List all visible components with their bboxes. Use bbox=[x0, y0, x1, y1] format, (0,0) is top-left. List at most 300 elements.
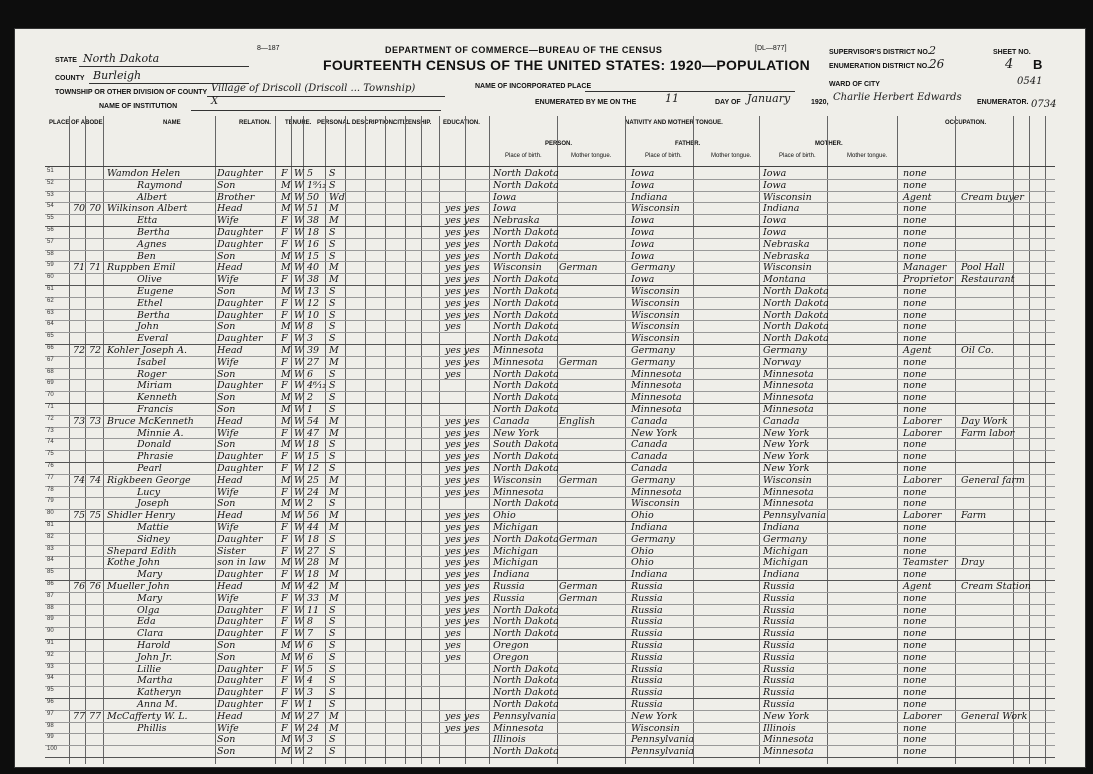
sex: M bbox=[281, 710, 291, 722]
row-number: 91 bbox=[47, 640, 54, 646]
birthplace-mother: Russia bbox=[763, 687, 795, 699]
birthplace-father: Russia bbox=[631, 687, 663, 699]
county-label: COUNTY bbox=[55, 75, 85, 82]
sex: F bbox=[281, 687, 288, 699]
person-name: Eda bbox=[137, 616, 156, 628]
row-number: 70 bbox=[47, 392, 54, 399]
occupation: Manager bbox=[903, 262, 947, 274]
birthplace-person: Illinois bbox=[493, 734, 526, 746]
sex: F bbox=[281, 427, 288, 439]
education: yes yes bbox=[445, 604, 480, 616]
marital-status: S bbox=[329, 333, 336, 345]
race: W bbox=[294, 286, 304, 297]
age: 6 bbox=[307, 651, 314, 663]
birthplace-father: Minnesota bbox=[631, 404, 682, 415]
education: yes yes bbox=[445, 297, 480, 309]
mother-tongue-person: German bbox=[559, 474, 598, 486]
education: yes bbox=[445, 321, 461, 333]
row-number: 89 bbox=[47, 616, 54, 623]
census-sheet bbox=[14, 28, 1086, 768]
relation: Daughter bbox=[217, 309, 263, 321]
age: 18 bbox=[307, 533, 320, 545]
occupation: none bbox=[903, 663, 927, 675]
race: W bbox=[294, 227, 304, 238]
age: 10 bbox=[307, 309, 320, 321]
birthplace-father: Russia bbox=[631, 651, 663, 663]
birthplace-father: Minnesota bbox=[631, 368, 682, 380]
occupation: none bbox=[903, 640, 927, 651]
row-number: 95 bbox=[47, 687, 54, 694]
relation: Daughter bbox=[217, 297, 263, 309]
birthplace-mother: Iowa bbox=[763, 179, 787, 191]
sex: F bbox=[281, 699, 288, 710]
relation: Head bbox=[217, 581, 243, 592]
race: W bbox=[294, 463, 304, 474]
person-name: Olive bbox=[137, 274, 162, 286]
family-number: 75 bbox=[89, 510, 102, 522]
department-heading: DEPARTMENT OF COMMERCE—BUREAU OF THE CENSUS bbox=[385, 45, 663, 55]
occupation: none bbox=[903, 451, 927, 463]
education: yes yes bbox=[445, 427, 480, 439]
industry: Farm bbox=[961, 510, 987, 522]
birthplace-person: Russia bbox=[493, 581, 525, 592]
relation: Son bbox=[217, 392, 236, 404]
age: 3 bbox=[307, 333, 314, 345]
birthplace-father: Russia bbox=[631, 699, 663, 710]
occupation: none bbox=[903, 486, 927, 498]
marital-status: S bbox=[329, 238, 336, 250]
race: W bbox=[294, 415, 304, 427]
age: 50 bbox=[307, 191, 320, 203]
race: W bbox=[294, 404, 304, 415]
marital-status: M bbox=[329, 274, 339, 286]
group-education: EDUCATION. bbox=[443, 120, 480, 126]
row-number: 77 bbox=[47, 474, 54, 481]
birthplace-mother: New York bbox=[763, 451, 810, 463]
marital-status: S bbox=[329, 227, 336, 238]
sex: F bbox=[281, 722, 288, 734]
race: W bbox=[294, 215, 304, 227]
person-name: Pearl bbox=[137, 463, 162, 474]
row-number: 61 bbox=[47, 286, 54, 292]
sex: F bbox=[281, 297, 288, 309]
relation: Son bbox=[217, 404, 236, 415]
row-number: 71 bbox=[47, 404, 54, 410]
marital-status: S bbox=[329, 439, 336, 451]
relation: Daughter bbox=[217, 569, 263, 581]
birthplace-person: North Dakota bbox=[493, 392, 559, 404]
birthplace-mother: Minnesota bbox=[763, 380, 814, 392]
marital-status: M bbox=[329, 710, 339, 722]
grid-column-line bbox=[275, 116, 276, 764]
row-number: 67 bbox=[47, 356, 54, 363]
row-number: 87 bbox=[47, 592, 54, 599]
sex: M bbox=[281, 286, 291, 297]
marital-status: S bbox=[329, 368, 336, 380]
enumerator-name: Charlie Herbert Edwards bbox=[833, 92, 962, 103]
person-name: John Jr. bbox=[137, 651, 173, 663]
race: W bbox=[294, 592, 304, 604]
row-number: 76 bbox=[47, 463, 54, 469]
birthplace-father: Wisconsin bbox=[631, 203, 680, 215]
relation: Brother bbox=[217, 191, 255, 203]
marital-status: M bbox=[329, 557, 339, 569]
row-number: 75 bbox=[47, 451, 54, 458]
relation: Wife bbox=[217, 427, 239, 439]
age: 42 bbox=[307, 581, 320, 592]
age: 24 bbox=[307, 722, 320, 734]
education: yes yes bbox=[445, 356, 480, 368]
relation: Wife bbox=[217, 592, 239, 604]
occupation: none bbox=[903, 699, 927, 710]
relation: Head bbox=[217, 203, 243, 215]
marital-status: S bbox=[329, 179, 336, 191]
person-name: Kenneth bbox=[137, 392, 178, 404]
occupation: none bbox=[903, 616, 927, 628]
marital-status: M bbox=[329, 474, 339, 486]
race: W bbox=[294, 486, 304, 498]
marital-status: M bbox=[329, 415, 339, 427]
race: W bbox=[294, 722, 304, 734]
birthplace-person: North Dakota bbox=[493, 274, 559, 286]
sex: M bbox=[281, 510, 291, 522]
education: yes yes bbox=[445, 345, 480, 356]
occupation: none bbox=[903, 321, 927, 333]
marital-status: Wd bbox=[329, 191, 345, 203]
marital-status: S bbox=[329, 451, 336, 463]
relation: Daughter bbox=[217, 687, 263, 699]
dwelling-number: 76 bbox=[73, 581, 86, 592]
relation: Daughter bbox=[217, 238, 263, 250]
marital-status: S bbox=[329, 250, 336, 262]
occupation: Proprietor bbox=[903, 274, 954, 286]
birthplace-person: North Dakota bbox=[493, 404, 559, 415]
age: 15 bbox=[307, 250, 320, 262]
age: 3 bbox=[307, 687, 314, 699]
group-citizenship: CITIZENSHIP. bbox=[393, 120, 432, 126]
education: yes bbox=[445, 651, 461, 663]
age: 27 bbox=[307, 710, 320, 722]
race: W bbox=[294, 651, 304, 663]
institution-label: NAME OF INSTITUTION bbox=[99, 103, 178, 110]
person-name: Sidney bbox=[137, 533, 170, 545]
occupation: none bbox=[903, 463, 927, 474]
row-number: 98 bbox=[47, 722, 54, 729]
birthplace-father: Germany bbox=[631, 474, 675, 486]
subhead-pob-mother: Place of birth. bbox=[779, 153, 816, 159]
birthplace-father: Germany bbox=[631, 345, 675, 356]
row-number: 80 bbox=[47, 510, 54, 517]
occupation: none bbox=[903, 746, 927, 758]
birthplace-mother: New York bbox=[763, 427, 810, 439]
form-number: 8—187 bbox=[257, 45, 280, 52]
mother-tongue-person: English bbox=[559, 415, 596, 427]
occupation: none bbox=[903, 356, 927, 368]
sex: F bbox=[281, 356, 288, 368]
birthplace-person: North Dakota bbox=[493, 238, 559, 250]
occupation: Laborer bbox=[903, 415, 942, 427]
sex: M bbox=[281, 415, 291, 427]
birthplace-mother: Germany bbox=[763, 533, 807, 545]
relation: Daughter bbox=[217, 451, 263, 463]
grid-column-line bbox=[489, 116, 490, 764]
person-name: Bertha bbox=[137, 309, 170, 321]
birthplace-father: Pennsylvania bbox=[631, 746, 694, 758]
row-number: 82 bbox=[47, 533, 54, 540]
birthplace-father: Wisconsin bbox=[631, 286, 680, 297]
marital-status: S bbox=[329, 663, 336, 675]
age: 27 bbox=[307, 545, 320, 557]
relation: Daughter bbox=[217, 675, 263, 687]
occupation: none bbox=[903, 215, 927, 227]
industry: Cream Station bbox=[961, 581, 1031, 592]
race: W bbox=[294, 179, 304, 191]
mother-tongue-person: German bbox=[559, 356, 598, 368]
birthplace-mother: Minnesota bbox=[763, 486, 814, 498]
header-rule bbox=[45, 166, 1055, 167]
grid-column-line bbox=[759, 116, 760, 764]
birthplace-mother: Michigan bbox=[763, 545, 809, 557]
birthplace-person: Pennsylvania bbox=[493, 710, 556, 722]
birthplace-person: North Dakota bbox=[493, 227, 559, 238]
relation: Wife bbox=[217, 274, 239, 286]
enumerated-label: ENUMERATED BY ME ON THE bbox=[535, 99, 637, 106]
row-number: 64 bbox=[47, 321, 54, 328]
enum-district-no: 26 bbox=[929, 57, 945, 71]
marital-status: M bbox=[329, 592, 339, 604]
education: yes yes bbox=[445, 710, 480, 722]
relation: son in law bbox=[217, 557, 266, 569]
age: 6 bbox=[307, 640, 314, 651]
birthplace-mother: Russia bbox=[763, 628, 795, 640]
enumerator-label: ENUMERATOR. bbox=[977, 99, 1029, 106]
state-value: North Dakota bbox=[83, 52, 160, 65]
birthplace-mother: New York bbox=[763, 439, 810, 451]
race: W bbox=[294, 616, 304, 628]
age: 6 bbox=[307, 368, 314, 380]
birthplace-father: Canada bbox=[631, 415, 668, 427]
person-name: Bertha bbox=[137, 227, 170, 238]
birthplace-father: Iowa bbox=[631, 168, 655, 179]
sheet-label: SHEET NO. bbox=[993, 49, 1031, 56]
family-number: 72 bbox=[89, 345, 102, 356]
person-name: Agnes bbox=[137, 238, 167, 250]
marital-status: S bbox=[329, 675, 336, 687]
birthplace-person: Minnesota bbox=[493, 722, 544, 734]
family-number: 74 bbox=[89, 474, 102, 486]
marital-status: S bbox=[329, 699, 336, 710]
race: W bbox=[294, 321, 304, 333]
grid-column-line bbox=[103, 116, 104, 764]
sex: F bbox=[281, 545, 288, 557]
enum-district-label: ENUMERATION DISTRICT NO. bbox=[829, 63, 930, 70]
sex: M bbox=[281, 474, 291, 486]
sex: M bbox=[281, 392, 291, 404]
row-number: 81 bbox=[47, 522, 54, 528]
marital-status: M bbox=[329, 356, 339, 368]
occupation: none bbox=[903, 545, 927, 557]
sex: M bbox=[281, 734, 291, 746]
race: W bbox=[294, 427, 304, 439]
birthplace-father: Indiana bbox=[631, 569, 668, 581]
marital-status: M bbox=[329, 215, 339, 227]
person-name: Phrasie bbox=[137, 451, 174, 463]
marital-status: S bbox=[329, 628, 336, 640]
person-name: Mueller John bbox=[107, 581, 170, 592]
occupation: none bbox=[903, 628, 927, 640]
subhead-mt-person: Mother tongue. bbox=[571, 153, 612, 159]
occupation: none bbox=[903, 722, 927, 734]
birthplace-mother: Russia bbox=[763, 675, 795, 687]
sex: F bbox=[281, 533, 288, 545]
group-occupation: OCCUPATION. bbox=[945, 120, 987, 126]
margin-stamp-2: 0734 bbox=[1031, 99, 1057, 110]
birthplace-person: North Dakota bbox=[493, 604, 559, 616]
row-number: 73 bbox=[47, 427, 54, 434]
page-title: FOURTEENTH CENSUS OF THE UNITED STATES: 1920—POPULATION bbox=[323, 57, 811, 73]
birthplace-father: Russia bbox=[631, 628, 663, 640]
age: 51 bbox=[307, 203, 320, 215]
birthplace-person: New York bbox=[493, 427, 540, 439]
person-name: Ben bbox=[137, 250, 156, 262]
sex: M bbox=[281, 746, 291, 758]
row-number: 65 bbox=[47, 333, 54, 340]
row-number: 62 bbox=[47, 297, 54, 304]
birthplace-father: Iowa bbox=[631, 215, 655, 227]
birthplace-person: Canada bbox=[493, 415, 530, 427]
marital-status: S bbox=[329, 651, 336, 663]
birthplace-person: North Dakota bbox=[493, 699, 559, 710]
marital-status: S bbox=[329, 321, 336, 333]
relation: Son bbox=[217, 250, 236, 262]
birthplace-person: Minnesota bbox=[493, 486, 544, 498]
relation: Wife bbox=[217, 722, 239, 734]
industry: Restaurant bbox=[961, 274, 1015, 286]
education: yes yes bbox=[445, 439, 480, 451]
person-name: Francis bbox=[137, 404, 174, 415]
family-number: 70 bbox=[89, 203, 102, 215]
race: W bbox=[294, 451, 304, 463]
dwelling-number: 75 bbox=[73, 510, 86, 522]
birthplace-mother: Nebraska bbox=[763, 238, 810, 250]
race: W bbox=[294, 510, 304, 522]
sex: F bbox=[281, 380, 288, 392]
relation: Head bbox=[217, 510, 243, 522]
age: 18 bbox=[307, 227, 320, 238]
birthplace-father: Wisconsin bbox=[631, 297, 680, 309]
education: yes yes bbox=[445, 463, 480, 474]
grid-column-line bbox=[1045, 116, 1046, 764]
marital-status: S bbox=[329, 297, 336, 309]
birthplace-father: Ohio bbox=[631, 545, 654, 557]
age: 8 bbox=[307, 321, 314, 333]
person-name: Mattie bbox=[137, 522, 169, 533]
person-name: Katheryn bbox=[137, 687, 182, 699]
birthplace-father: Indiana bbox=[631, 522, 668, 533]
marital-status: M bbox=[329, 486, 339, 498]
row-number: 86 bbox=[47, 581, 54, 587]
row-number: 59 bbox=[47, 262, 54, 269]
industry: Cream buyer bbox=[961, 191, 1024, 203]
sex: M bbox=[281, 651, 291, 663]
marital-status: S bbox=[329, 286, 336, 297]
person-name: Kothe John bbox=[107, 557, 160, 569]
group-nativity: NATIVITY AND MOTHER TONGUE. bbox=[625, 120, 723, 126]
relation: Daughter bbox=[217, 699, 263, 710]
birthplace-father: Ohio bbox=[631, 510, 654, 522]
grid-column-line bbox=[897, 116, 898, 764]
row-number: 90 bbox=[47, 628, 54, 635]
mother-tongue-person: German bbox=[559, 581, 598, 592]
marital-status: S bbox=[329, 746, 336, 758]
birthplace-father: Minnesota bbox=[631, 380, 682, 392]
sex: F bbox=[281, 309, 288, 321]
education: yes yes bbox=[445, 533, 480, 545]
education: yes yes bbox=[445, 722, 480, 734]
age: 4 bbox=[307, 675, 314, 687]
relation: Son bbox=[217, 439, 236, 451]
state-label: STATE bbox=[55, 57, 77, 64]
birthplace-mother: Minnesota bbox=[763, 734, 814, 746]
education: yes yes bbox=[445, 262, 480, 274]
age: 2 bbox=[307, 392, 314, 404]
grid-column-line bbox=[439, 116, 440, 764]
row-number: 57 bbox=[47, 238, 54, 245]
age: 44 bbox=[307, 522, 320, 533]
age: 12 bbox=[307, 463, 320, 474]
age: 15 bbox=[307, 451, 320, 463]
occupation: none bbox=[903, 309, 927, 321]
birthplace-father: Russia bbox=[631, 592, 663, 604]
row-number: 55 bbox=[47, 215, 54, 222]
age: 33 bbox=[307, 592, 320, 604]
age: 5 bbox=[307, 168, 314, 179]
marital-status: S bbox=[329, 498, 336, 510]
industry: Oil Co. bbox=[961, 345, 994, 356]
relation: Son bbox=[217, 321, 236, 333]
row-number: 56 bbox=[47, 227, 54, 233]
relation: Head bbox=[217, 710, 243, 722]
person-name: Mary bbox=[137, 569, 163, 581]
birthplace-mother: Norway bbox=[763, 356, 801, 368]
relation: Wife bbox=[217, 486, 239, 498]
person-name: Everal bbox=[137, 333, 169, 345]
birthplace-father: Wisconsin bbox=[631, 333, 680, 345]
birthplace-mother: Canada bbox=[763, 415, 800, 427]
birthplace-father: Indiana bbox=[631, 191, 668, 203]
relation: Wife bbox=[217, 356, 239, 368]
birthplace-person: Iowa bbox=[493, 191, 517, 203]
birthplace-person: North Dakota bbox=[493, 368, 559, 380]
industry: General farm bbox=[961, 474, 1025, 486]
birthplace-father: Wisconsin bbox=[631, 321, 680, 333]
race: W bbox=[294, 569, 304, 581]
row-number: 51 bbox=[47, 168, 54, 174]
person-name: Minnie A. bbox=[137, 427, 184, 439]
person-name: Lillie bbox=[137, 663, 162, 675]
sex: F bbox=[281, 333, 288, 345]
birthplace-person: Indiana bbox=[493, 569, 530, 581]
birthplace-father: Iowa bbox=[631, 274, 655, 286]
race: W bbox=[294, 533, 304, 545]
birthplace-father: Iowa bbox=[631, 238, 655, 250]
race: W bbox=[294, 699, 304, 710]
race: W bbox=[294, 191, 304, 203]
subhead-mt-father: Mother tongue. bbox=[711, 153, 752, 159]
birthplace-person: North Dakota bbox=[493, 628, 559, 640]
row-number: 85 bbox=[47, 569, 54, 576]
marital-status: M bbox=[329, 722, 339, 734]
